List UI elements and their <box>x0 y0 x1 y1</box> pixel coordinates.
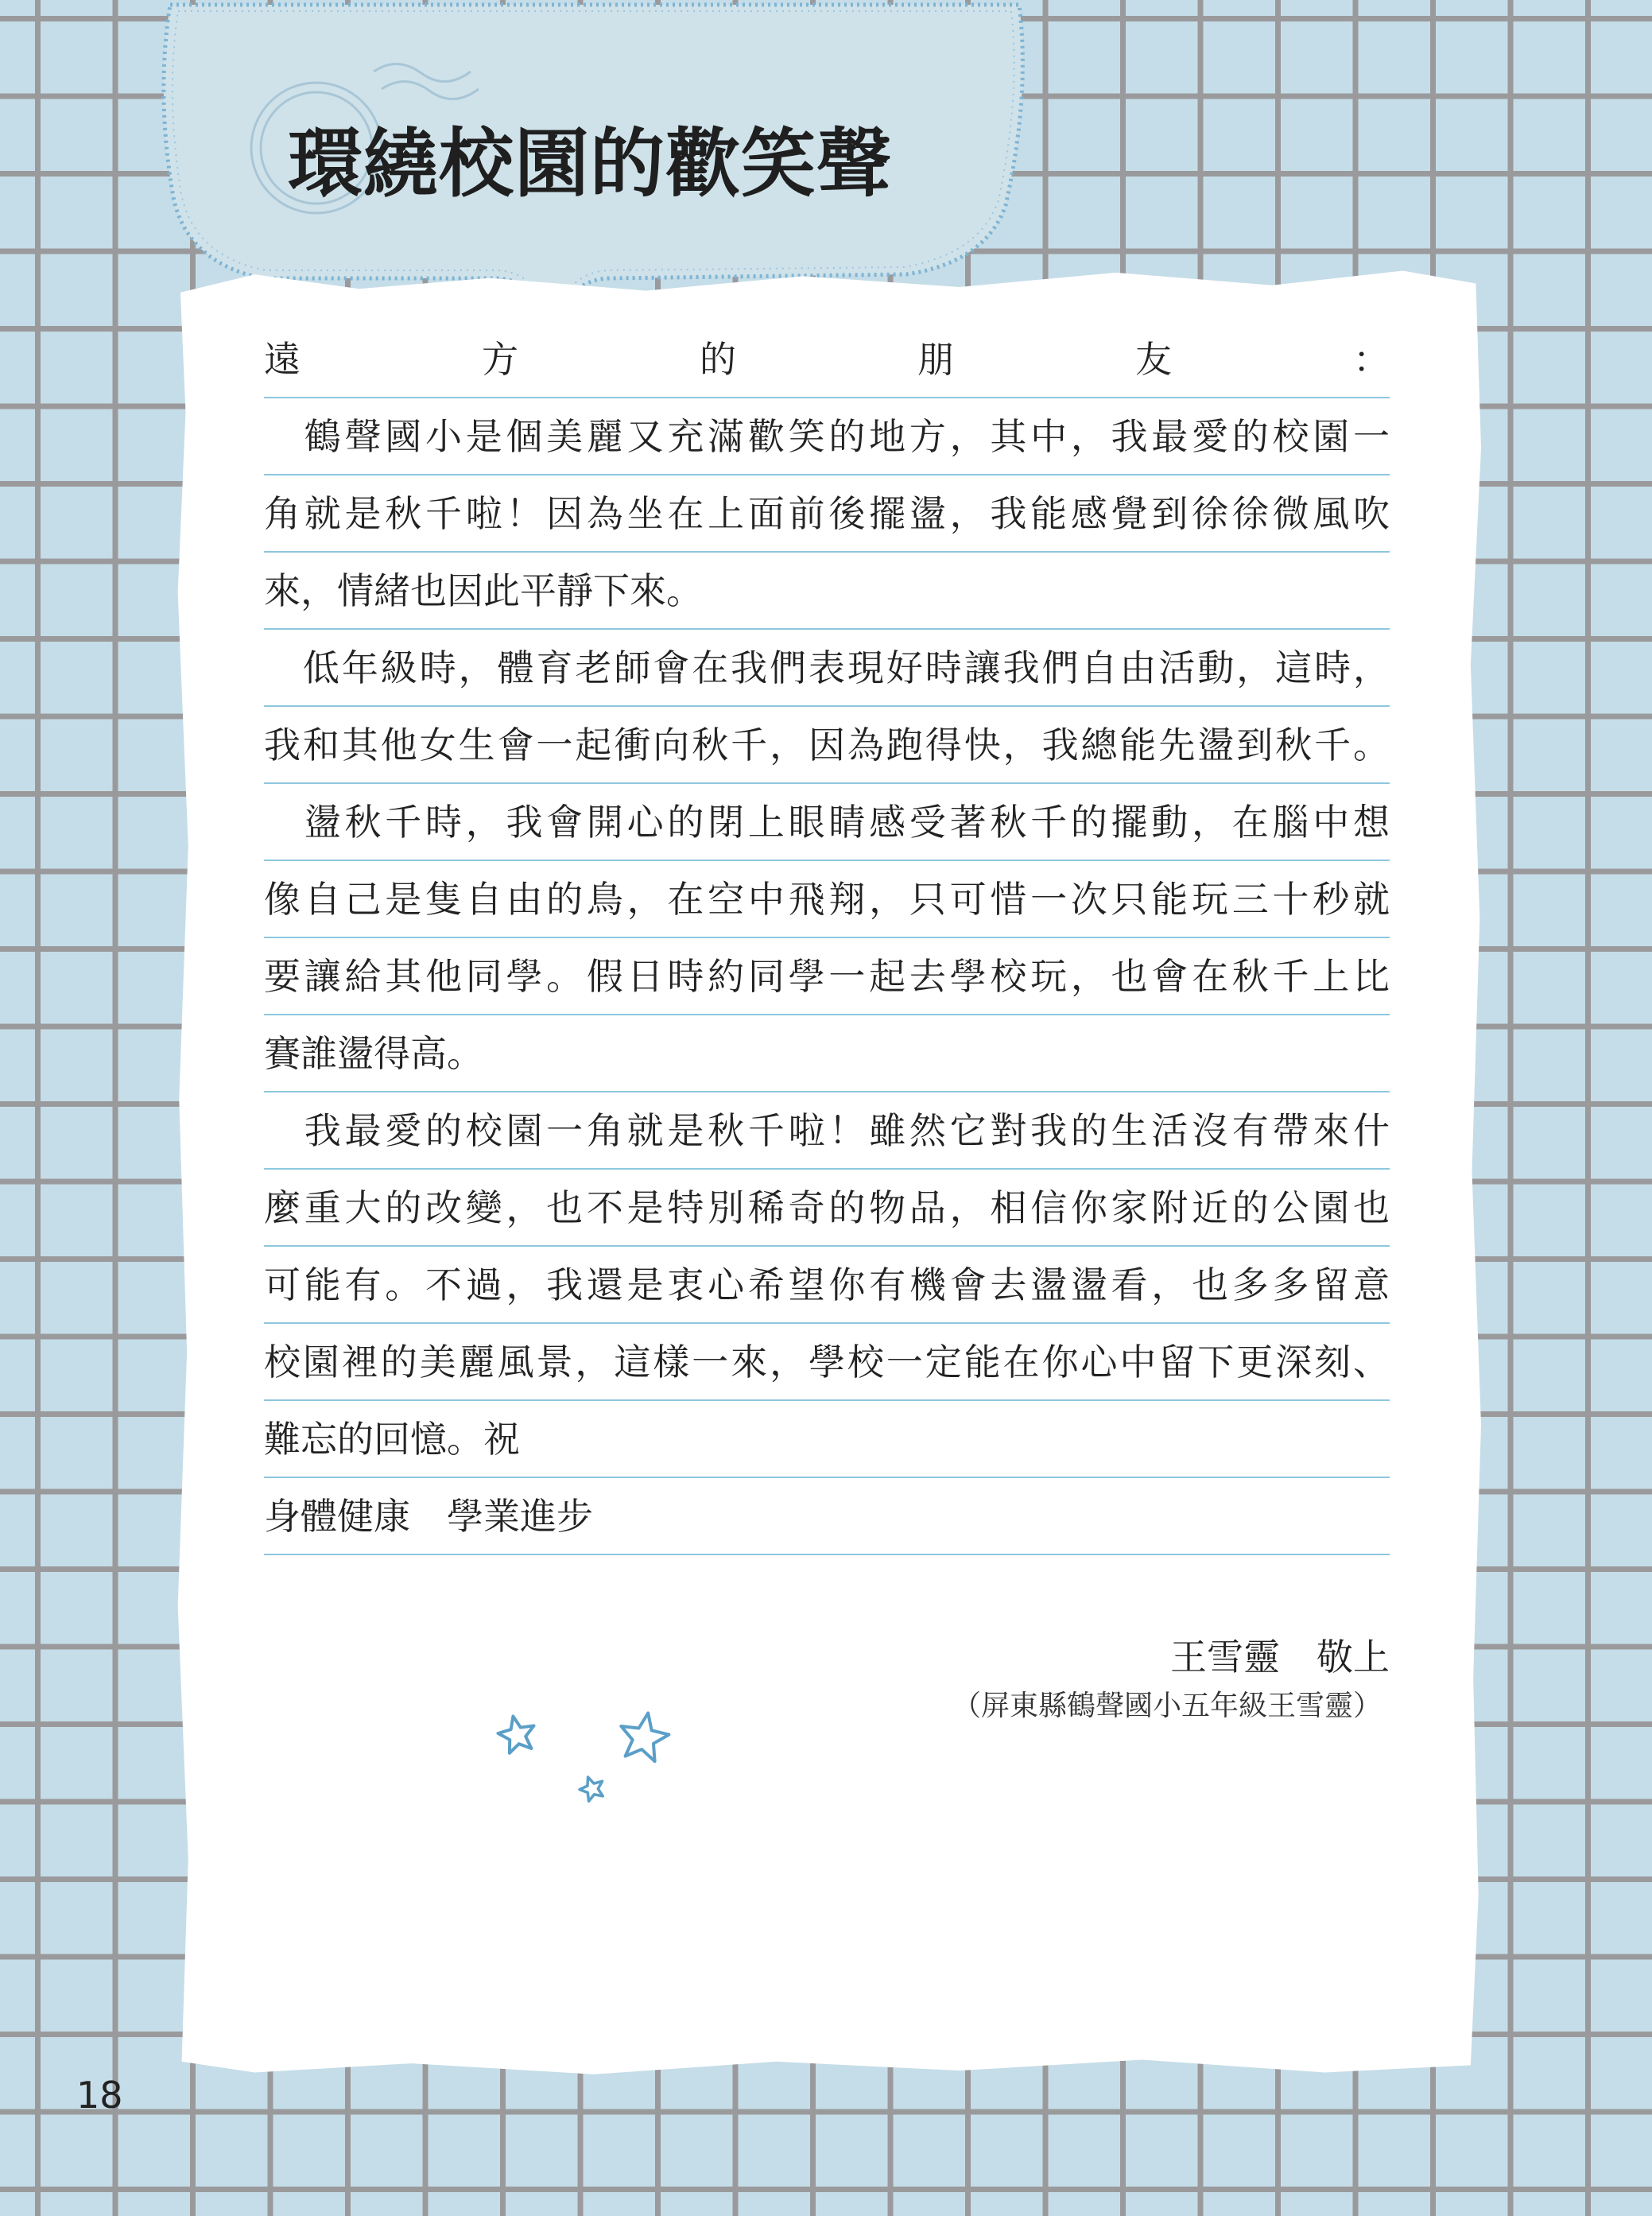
letter-blessing: 身體健康 學業進步 <box>264 1478 1390 1555</box>
letter-line: 麼重大的改變，也不是特別稀奇的物品，相信你家附近的公園也 <box>264 1170 1390 1247</box>
letter-line: 要讓給其他同學。假日時約同學一起去學校玩，也會在秋千上比 <box>264 938 1390 1015</box>
letter-line: 來，情緒也因此平靜下來。 <box>264 553 1390 630</box>
star-icon <box>616 1709 672 1763</box>
page-title: 環繞校園的歡笑聲 <box>288 121 893 208</box>
letter-line: 盪秋千時，我會開心的閉上眼睛感受著秋千的擺動，在腦中想 <box>264 784 1390 861</box>
author-source: （屏東縣鶴聲國小五年級王雪靈） <box>952 1690 1382 1722</box>
letter-signature: 王雪靈 敬上 <box>1170 1636 1390 1678</box>
page-number: 18 <box>76 2074 123 2117</box>
letter-line: 校園裡的美麗風景，這樣一來，學校一定能在你心中留下更深刻、 <box>264 1324 1390 1401</box>
letter-line: 鶴聲國小是個美麗又充滿歡笑的地方，其中，我最愛的校園一 <box>264 398 1390 475</box>
star-decoration <box>477 1702 684 1821</box>
letter-line: 角就是秋千啦！因為坐在上面前後擺盪，我能感覺到徐徐微風吹 <box>264 475 1390 553</box>
letter-greeting: 遠方的朋友： <box>264 321 1390 398</box>
letter-line: 低年級時，體育老師會在我們表現好時讓我們自由活動，這時， <box>264 630 1390 707</box>
letter-closing-line: 難忘的回憶。祝 <box>264 1401 1390 1478</box>
star-icon <box>576 1773 607 1803</box>
letter-line: 可能有。不過，我還是衷心希望你有機會去盪盪看，也多多留意 <box>264 1247 1390 1324</box>
letter-line: 像自己是隻自由的鳥，在空中飛翔，只可惜一次只能玩三十秒就 <box>264 861 1390 938</box>
star-icon <box>495 1713 538 1755</box>
letter-line: 賽誰盪得高。 <box>264 1015 1390 1092</box>
letter-body <box>264 321 1390 1555</box>
letter-line: 我和其他女生會一起衝向秋千，因為跑得快，我總能先盪到秋千。 <box>264 707 1390 784</box>
letter-line: 我最愛的校園一角就是秋千啦！雖然它對我的生活沒有帶來什 <box>264 1092 1390 1170</box>
